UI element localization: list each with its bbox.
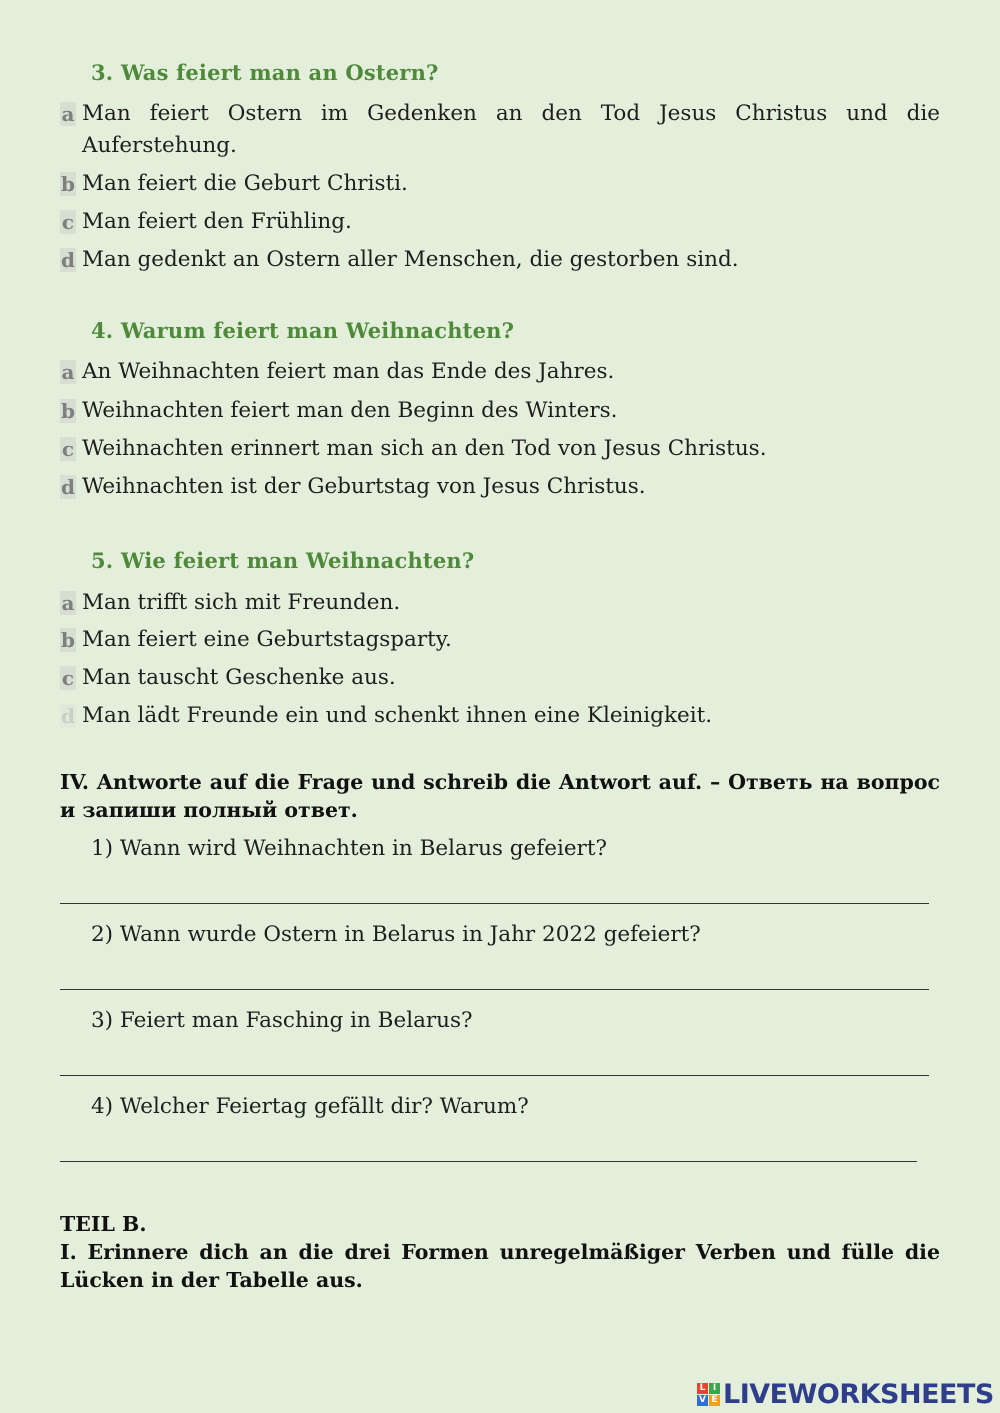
answer-line-4[interactable] <box>60 1161 917 1162</box>
option-letter: c <box>61 210 75 234</box>
q5-option-a[interactable] <box>60 587 940 619</box>
option-text: Man feiert die Geburt Christi. <box>82 171 408 196</box>
option-letter: c <box>61 666 75 690</box>
q3-option-c[interactable] <box>60 206 940 238</box>
q3-option-a[interactable] <box>60 98 940 162</box>
q4-option-d[interactable] <box>60 471 940 503</box>
q4-option-a[interactable] <box>60 356 940 388</box>
option-text: Man trifft sich mit Freunden. <box>82 590 401 615</box>
option-letter: d <box>61 704 75 728</box>
logo-mark-letter: L <box>697 1383 708 1394</box>
q5-option-d[interactable] <box>60 700 940 732</box>
option-text: Man feiert Ostern im Gedenken an den Tod Jesus Christus und die Auferstehung. <box>82 101 940 158</box>
option-letter: d <box>61 248 75 272</box>
question-4-title: 4. Warum feiert man Weihnachten? <box>91 318 515 343</box>
open-question-4: 4) Welcher Feiertag gefällt dir? Warum? <box>91 1094 529 1119</box>
open-question-3: 3) Feiert man Fasching in Belarus? <box>91 1008 473 1033</box>
answer-line-1[interactable] <box>60 903 929 904</box>
option-letter: a <box>61 360 75 384</box>
option-text: Weihnachten ist der Geburtstag von Jesus Christus. <box>82 474 646 499</box>
option-letter: c <box>61 437 75 461</box>
answer-line-2[interactable] <box>60 989 929 990</box>
logo-mark-letter: E <box>709 1395 720 1406</box>
q5-option-c[interactable] <box>60 662 940 694</box>
open-question-2: 2) Wann wurde Ostern in Belarus in Jahr 2022 gefeiert? <box>91 922 701 947</box>
option-text: An Weihnachten feiert man das Ende des Jahres. <box>82 359 615 384</box>
option-letter: a <box>61 102 75 126</box>
logo-mark-letter: I <box>709 1383 720 1394</box>
option-text: Man gedenkt an Ostern aller Menschen, die gestorben sind. <box>82 247 739 272</box>
question-3-title: 3. Was feiert man an Ostern? <box>91 60 439 85</box>
q4-option-b[interactable] <box>60 395 940 427</box>
question-5-title: 5. Wie feiert man Weihnachten? <box>91 548 475 573</box>
option-text: Weihnachten feiert man den Beginn des Winters. <box>82 398 618 423</box>
q5-option-b[interactable] <box>60 624 940 656</box>
option-letter: b <box>61 172 75 196</box>
open-question-1: 1) Wann wird Weihnachten in Belarus gefeiert? <box>91 836 607 861</box>
q3-option-d[interactable] <box>60 244 940 276</box>
option-letter: b <box>61 399 75 423</box>
teil-b-task: I. Erinnere dich an die drei Formen unregelmäßiger Verben und fülle die Lücken in der Tabelle aus. <box>60 1240 940 1292</box>
option-text: Man feiert eine Geburtstagsparty. <box>82 627 452 652</box>
q3-option-b[interactable] <box>60 168 940 200</box>
option-letter: a <box>61 591 75 615</box>
section-iv-heading: IV. Antworte auf die Frage und schreib die Antwort auf. – Ответь на вопрос и запиши полный ответ. <box>60 770 940 822</box>
option-text: Man lädt Freunde ein und schenkt ihnen eine Kleinigkeit. <box>82 703 713 728</box>
option-letter: d <box>61 475 75 499</box>
logo-text: LIVEWORKSHEETS <box>723 1378 994 1410</box>
option-text: Weihnachten erinnert man sich an den Tod von Jesus Christus. <box>82 436 767 461</box>
logo-mark-letter: V <box>697 1395 708 1406</box>
option-text: Man feiert den Frühling. <box>82 209 352 234</box>
teil-b-label: TEIL B. <box>60 1212 147 1236</box>
option-text: Man tauscht Geschenke aus. <box>82 665 396 690</box>
q4-option-c[interactable] <box>60 433 940 465</box>
option-letter: b <box>61 628 75 652</box>
answer-line-3[interactable] <box>60 1075 929 1076</box>
liveworksheets-logo[interactable] <box>697 1378 994 1410</box>
logo-mark-icon <box>697 1383 720 1406</box>
